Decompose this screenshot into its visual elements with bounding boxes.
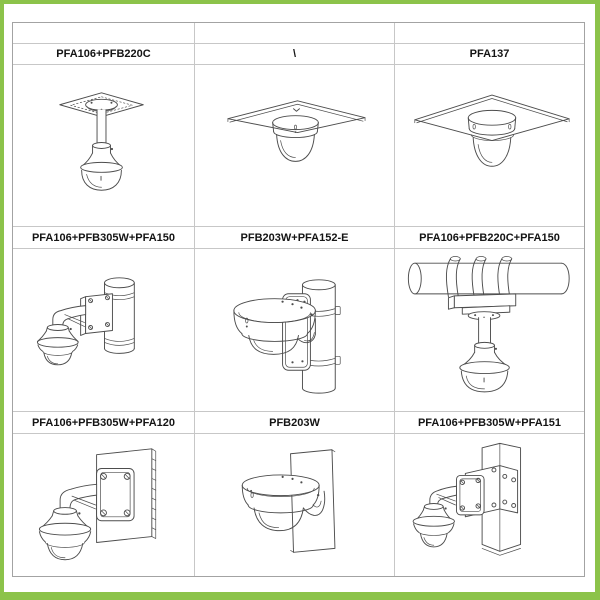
- product-code-cell: PFB203W+PFA152-E: [195, 227, 394, 248]
- drawing-cell: [395, 434, 584, 576]
- drawing-cell: [395, 65, 584, 226]
- accessory-combination-table: [12, 22, 585, 577]
- drawing-cell: [195, 65, 394, 226]
- product-code-cell: PFA137: [395, 44, 584, 64]
- wall-mount-arm-dome-drawing: [13, 434, 194, 576]
- ceiling-tile-dome-tall-drawing: [395, 65, 584, 226]
- corner-mount-arm-dome-drawing: [395, 434, 584, 576]
- ceiling-tile-dome-drawing: [195, 65, 394, 226]
- horizontal-pole-pendant-dome-drawing: [395, 249, 584, 411]
- pole-mount-arm-dome-drawing: [13, 249, 194, 411]
- spacer-cell: [195, 23, 394, 43]
- product-code-cell: PFA106+PFB220C+PFA150: [395, 227, 584, 248]
- product-code-cell: PFA106+PFB305W+PFA151: [395, 412, 584, 433]
- drawing-cell: [195, 434, 394, 576]
- drawing-cell: [13, 434, 194, 576]
- drawing-cell: [195, 249, 394, 411]
- product-code-cell: PFA106+PFB305W+PFA150: [13, 227, 194, 248]
- wall-mount-direct-dome-drawing: [195, 434, 394, 576]
- product-code-cell: \: [195, 44, 394, 64]
- spacer-cell: [395, 23, 584, 43]
- drawing-cell: [13, 249, 194, 411]
- product-code-cell: PFB203W: [195, 412, 394, 433]
- drawing-cell: [13, 65, 194, 226]
- spacer-cell: [13, 23, 194, 43]
- drawing-cell: [395, 249, 584, 411]
- pole-mount-direct-dome-drawing: [195, 249, 394, 411]
- product-code-cell: PFA106+PFB305W+PFA120: [13, 412, 194, 433]
- product-code-cell: PFA106+PFB220C: [13, 44, 194, 64]
- ceiling-pendant-dome-drawing: [13, 65, 194, 226]
